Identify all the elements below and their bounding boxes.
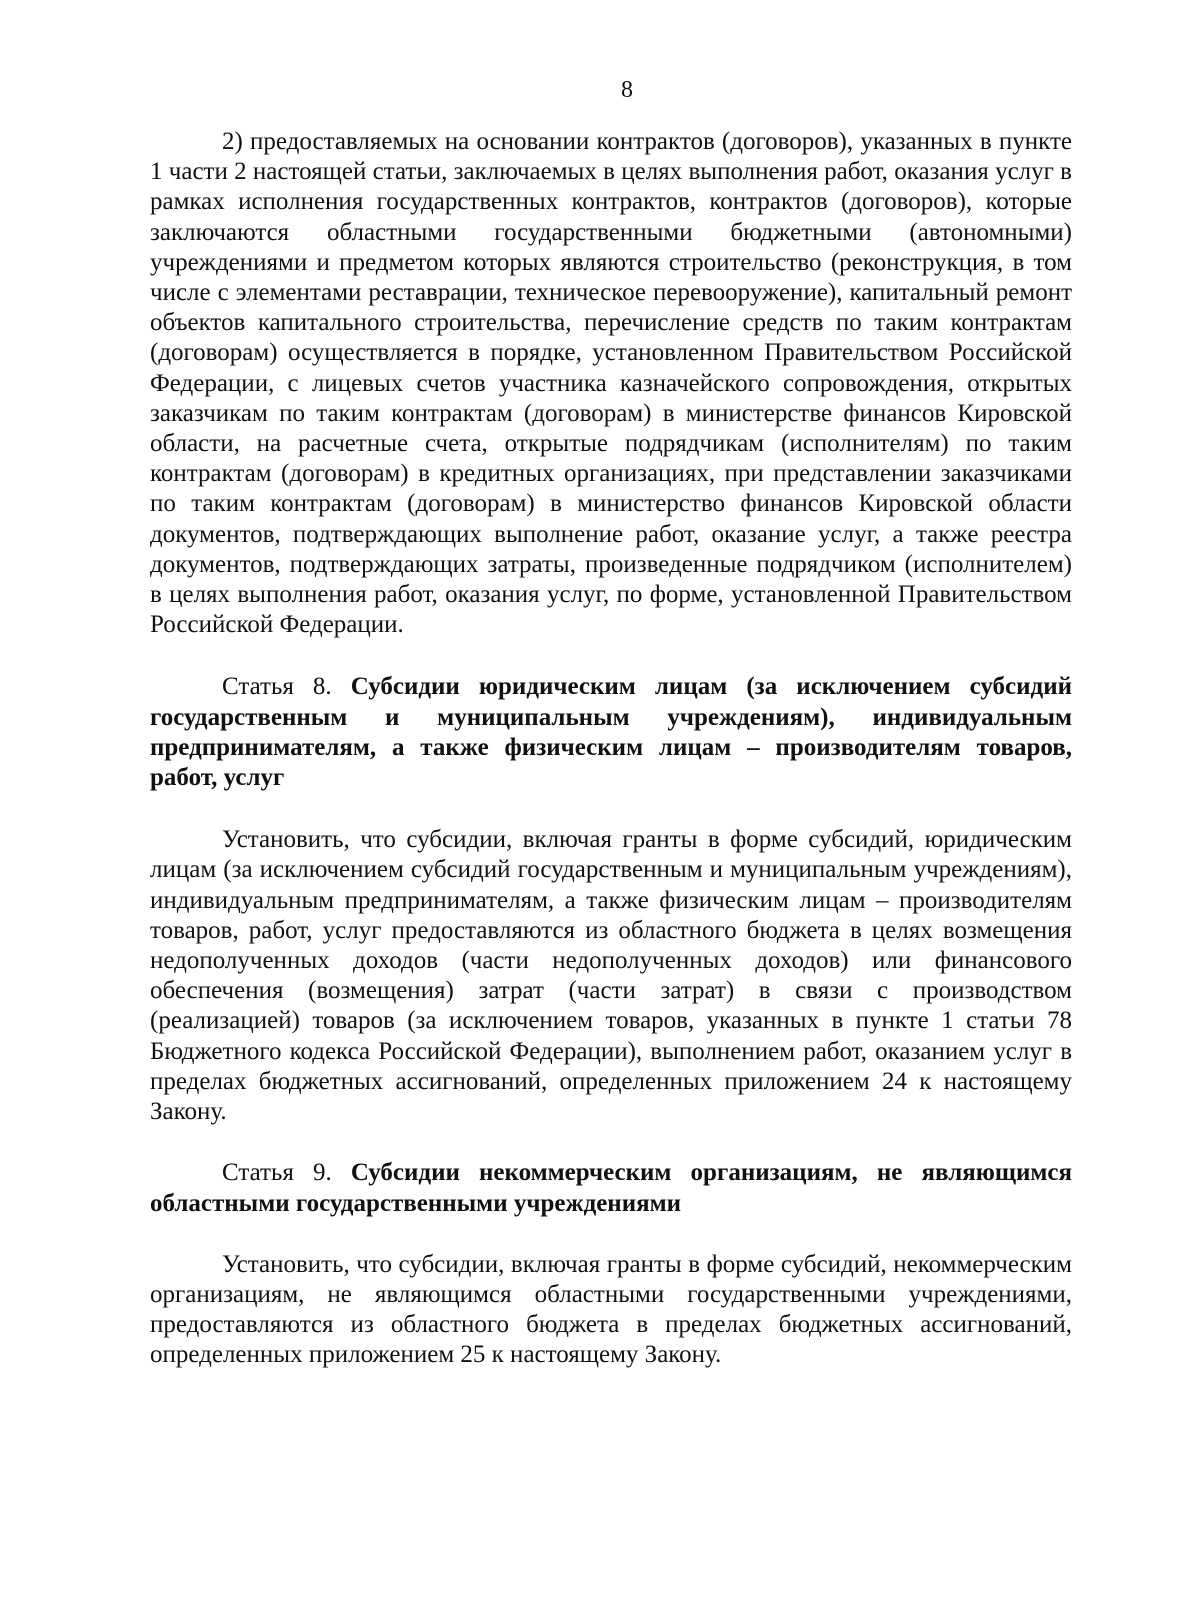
article-9-title: Субсидии некоммерческим организациям, не являющимся областными государственными учреждениями: [150, 1159, 1073, 1217]
document-body: [150, 127, 1072, 1371]
page-number: 8: [621, 77, 633, 103]
article-8-body: Установить, что субсидии, включая гранты в форме субсидий, юридическим лицам (за исключением субсидий государственным и муниципальным учреждениям), индивидуальным предпринимателям, а также физическим лицам – производителям товаров, работ, услуг предоставляются из областного бюджета в целях возмещения недополученных доходов (части недополученных доходов) или финансового обеспечения (возмещения) затрат (части затрат) в связи с производством (реализацией) товаров (за исключением товаров, указанных в пункте 1 статьи 78 Бюджетного кодекса Российской Федерации), выполнением работ, оказанием услуг в пределах бюджетных ассигнований, определенных приложением 24 к настоящему Закону.: [150, 826, 1072, 1126]
section-spacer: [150, 640, 1072, 672]
article-9-heading: [150, 1158, 1072, 1218]
paragraph-item-2: 2) предоставляемых на основании контрактов (договоров), указанных в пункте 1 части 2 настоящей статьи, заключаемых в целях выполнения работ, оказания услуг в рамках исполнения государственных контрактов, контрактов (договоров), которые заключаются областными государственными бюджетными (автономными) учреждениями и предметом которых являются строительство (реконструкция, в том числе с элементами реставрации, техническое перевооружение), капитальный ремонт объектов капитального строительства, перечисление средств по таким контрактам (договорам) осуществляется в порядке, установленном Правительством Российской Федерации, с лицевых счетов участника казначейского сопровождения, открытых заказчикам по таким контрактам (договорам) в министерстве финансов Кировской области, на расчетные счета, открытые подрядчикам (исполнителям) по таким контрактам (договорам) в кредитных организациях, при представлении заказчиками по таким контрактам (договорам) в министерство финансов Кировской области документов, подтверждающих выполнение работ, оказание услуг, а также реестра документов, подтверждающих затраты, произведенные подрядчиком (исполнителем) в целях выполнения работ, оказания услуг, по форме, установленной Правительством Российской Федерации.: [150, 128, 1072, 639]
article-9-body: Установить, что субсидии, включая гранты в форме субсидий, некоммерческим организациям, не являющимся областными государственными учреждениями, предоставляются из областного бюджета в пределах бюджетных ассигнований, определенных приложением 25 к настоящему Закону.: [150, 1250, 1072, 1369]
section-spacer: [150, 1219, 1072, 1250]
article-8-heading: [150, 672, 1072, 793]
article-9-number: Статья 9.: [222, 1159, 332, 1187]
section-spacer: [150, 793, 1072, 825]
section-spacer: [150, 1127, 1072, 1158]
article-8-title: Субсидии юридическим лицам (за исключением субсидий государственным и муниципальным учреждениям), индивидуальным предпринимателям, а также физическим лицам – производителям товаров, работ, услуг: [150, 673, 1072, 792]
article-8-number: Статья 8.: [222, 673, 332, 701]
